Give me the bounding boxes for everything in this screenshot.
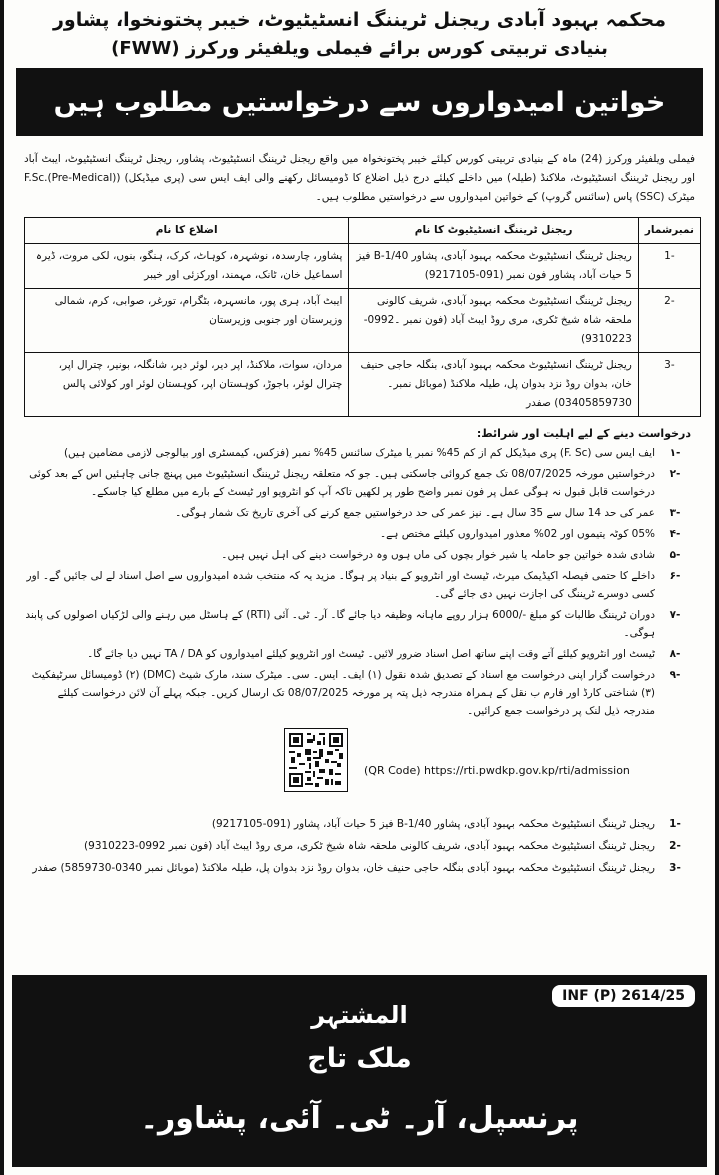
row-serial: -3 [638, 353, 700, 417]
row-institute: ریجنل ٹریننگ انسٹیٹیوٹ محکمہ بہبود آبادی، شریف کالونی ملحقہ شاہ شیخ ٹکری، مری روڈ ایبٹ آباد (فون نمبر ۔0992-9310223) [349, 289, 638, 353]
address-list [24, 814, 695, 878]
item-text: 05% کوٹہ یتیموں اور 02% معذور امیدواروں کیلئے مختص ہے۔ [379, 528, 655, 540]
headline-banner [16, 68, 703, 136]
list-item [24, 836, 695, 856]
course-title: بنیادی تربیتی کورس برائے فیملی ویلفیئر ورکرز (FWW) [111, 38, 608, 59]
list-item [24, 444, 695, 462]
item-number: -۱ [669, 447, 681, 459]
item-text: ایف ایس سی (F. Sc) پری میڈیکل کم از کم 45% نمبر یا میٹرک سائنس 45% نمبر (فزکس، کیمسٹری اور بیالوجی لازمی مضامین ہیں) [63, 447, 655, 459]
item-text: داخلے کا حتمی فیصلہ اکیڈیمک میرٹ، ٹیسٹ اور انٹرویو کے بنیاد پر ہوگا۔ مزید یہ کہ منتخب شدہ امیدواروں سے اصل اسناد لے لی جائیں گے۔ اور کسی دوسرے ٹریننگ کی اجازت نہیں دی جائے گی۔ [26, 570, 655, 600]
list-item [24, 814, 695, 834]
item-text: ریجنل ٹریننگ انسٹیٹیوٹ محکمہ بہبود آبادی، پشاور B-1/40 فیز 5 حیات آباد، پشاور (091-9217105) [211, 818, 655, 830]
item-text: شادی شدہ خواتین جو حاملہ یا شیر خوار بچوں کی ماں ہوں وہ درخواست دینے کی اہل نہیں ہیں۔ [221, 549, 655, 561]
item-text: ریجنل ٹریننگ انسٹیٹیوٹ محکمہ بہبود آبادی، شریف کالونی ملحقہ شاہ شیخ ٹکری، مری روڈ ایبٹ آباد (فون نمبر 0992-9310223) [84, 840, 655, 852]
item-number: -3 [669, 862, 681, 874]
item-number: -۵ [669, 549, 681, 561]
header-districts: اضلاع کا نام [25, 218, 349, 244]
item-text: درخواست گزار اپنی درخواست مع اسناد کے تصدیق شدہ نقول (۱) ایف۔ ایس۔ سی۔ میٹرک سند، مارک شیٹ (DMC) (۲) ڈومیسائل سرٹیفکیٹ (۳) شناختی کارڈ اور فارم ب نقل کے ہمراہ مندرجہ ذیل پتہ پر مورخہ 08/07/2025 تک ارسال کریں۔ جبکہ پہلے آن لائن درخواست کیلئے مندرجہ ذیل لنک پر درخواست جمع کرائیں۔ [31, 669, 655, 717]
row-institute: ریجنل ٹریننگ انسٹیٹیوٹ محکمہ بہبود آبادی، بنگلہ حاجی حنیف خان، بدوان روڈ نزد بدوان پل، طیلہ ملاکنڈ (موبائل نمبر۔03405859730) صفدر [349, 353, 638, 417]
table-header-row [25, 218, 701, 244]
signatory-name: ملک تاج [307, 1043, 412, 1074]
admission-link[interactable]: (QR Code) https://rti.pwdkp.gov.kp/rti/admission [364, 764, 630, 777]
intro-paragraph: فیملی ویلفیئر ورکرز (24) ماہ کے بنیادی تربیتی کورس کیلئے خیبر پختونخواہ میں واقع ریجنل ٹریننگ انسٹیٹیوٹ، پشاور، ریجنل ٹریننگ انسٹیٹیوٹ، ایبٹ آباد اور ریجنل ٹریننگ انسٹیٹیوٹ، ملاکنڈ (طیلہ) میں داخلے کیلئے درج ذیل اضلاع کا ڈومیسائل رکھنے والی ایف ایس سی (پری میڈیکل) (F.Sc.(Pre-Medical) میٹرک (SSC) پاس (سائنس گروپ) کے خواتین امیدواروں سے درخواستیں مطلوب ہیں۔ [24, 153, 696, 203]
item-text: ٹیسٹ اور انٹرویو کیلئے آتے وقت اپنے ساتھ اصل اسناد ضرور لائیں۔ ٹیسٹ اور انٹرویو کیلئے امیدواروں کو TA / DA نہیں دیا جائے گا۔ [87, 648, 655, 660]
item-number: -۹ [669, 669, 681, 681]
inf-badge: INF (P) 2614/25 [550, 983, 697, 1009]
item-text: دوران ٹریننگ طالبات کو مبلغ -/6000 ہزار روپے ماہانہ وظیفہ دیا جائے گا۔ آر۔ ٹی۔ آئی (RTI) کے ہاسٹل میں رہنے والی لڑکیاں اصولوں کی پابند ہوگی۔ [25, 609, 655, 639]
signatory-designation: پرنسپل، آر۔ ٹی۔ آئی، پشاور۔ [140, 1101, 579, 1136]
headline-text: خواتین امیدواروں سے درخواستیں مطلوب ہیں [53, 86, 666, 118]
conditions-title: درخواست دینے کے لیے اہلیت اور شرائط: [476, 427, 691, 440]
list-item [24, 567, 695, 603]
item-number: -۴ [669, 528, 681, 540]
item-number: -۶ [669, 570, 681, 582]
item-text: درخواستیں مورخہ 08/07/2025 تک جمع کروائی جاسکتی ہیں۔ جو کہ متعلقہ ریجنل ٹریننگ انسٹیٹیوٹ میں پہنچ جانی چاہئیں اس کے بعد کوئی درخواست قابل قبول نہ ہوگی عمل پر فون نمبر واضح طور پر لکھیں تاکہ آپ کو انٹرویو اور ٹیسٹ کے بارے میں مطلع کیا جاسکے۔ [29, 468, 655, 498]
list-item [24, 606, 695, 642]
table-row [25, 289, 701, 353]
header-serial: نمبرشمار [638, 218, 700, 244]
item-number: -۳ [669, 507, 681, 519]
item-text: ریجنل ٹریننگ انسٹیٹیوٹ محکمہ بہبود آبادی بنگلہ حاجی حنیف خان، بدوان روڈ نزد بدوان پل، طیلہ ملاکنڈ (موبائل نمبر 0340-5859730) صفدر [32, 862, 655, 874]
list-item [24, 645, 695, 663]
table-row [25, 244, 701, 289]
department-title: محکمہ بہبود آبادی ریجنل ٹریننگ انسٹیٹیوٹ، خیبر پختونخوا، پشاور [52, 9, 667, 31]
item-number: -2 [669, 840, 681, 852]
list-item [24, 525, 695, 543]
item-number: -۷ [669, 609, 681, 621]
conditions-list [24, 444, 695, 720]
item-number: -۸ [669, 648, 681, 660]
item-text: عمر کی حد 14 سال سے 35 سال ہے۔ نیز عمر کی حد درخواستیں جمع کرنے کی آخری تاریخ تک شمار ہوگی۔ [175, 507, 655, 519]
qr-code-icon[interactable] [284, 728, 348, 792]
row-districts: مردان، سوات، ملاکنڈ، اپر دیر، لوئر دیر، شانگلہ، بونیر، چترال اپر، چترال لوئر، باجوڑ، کوہستان اپر، کوہستان لوئر اور کولائی پالس [25, 353, 349, 417]
list-item [24, 666, 695, 720]
item-number: -۲ [669, 468, 681, 480]
row-institute: ریجنل ٹریننگ انسٹیٹیوٹ محکمہ بہبود آبادی، پشاور B-1/40 فیز 5 حیات آباد، پشاور فون نمبر (091-9217105) [349, 244, 638, 289]
list-item [24, 504, 695, 522]
list-item [24, 858, 695, 878]
row-serial: -2 [638, 289, 700, 353]
institutes-table [24, 217, 701, 417]
advertiser-label: المشتہر [311, 1001, 408, 1029]
footer-signature-block [12, 975, 707, 1167]
list-item [24, 546, 695, 564]
table-row [25, 353, 701, 417]
list-item [24, 465, 695, 501]
header [4, 0, 715, 64]
row-districts: ایبٹ آباد، ہری پور، مانسہرہ، بٹگرام، تورغر، صوابی، کرم، شمالی وزیرستان اور جنوبی وزیرستان [25, 289, 349, 353]
row-districts: پشاور، چارسدہ، نوشہرہ، کوہاٹ، کرک، ہنگو، بنوں، لکی مروت، ڈیرہ اسماعیل خان، ٹانک، مہمند، اورکزئی اور خیبر [25, 244, 349, 289]
item-number: -1 [669, 818, 681, 830]
header-institute: ریجنل ٹریننگ انسٹیٹیوٹ کا نام [349, 218, 638, 244]
row-serial: -1 [638, 244, 700, 289]
qr-section [4, 728, 715, 800]
